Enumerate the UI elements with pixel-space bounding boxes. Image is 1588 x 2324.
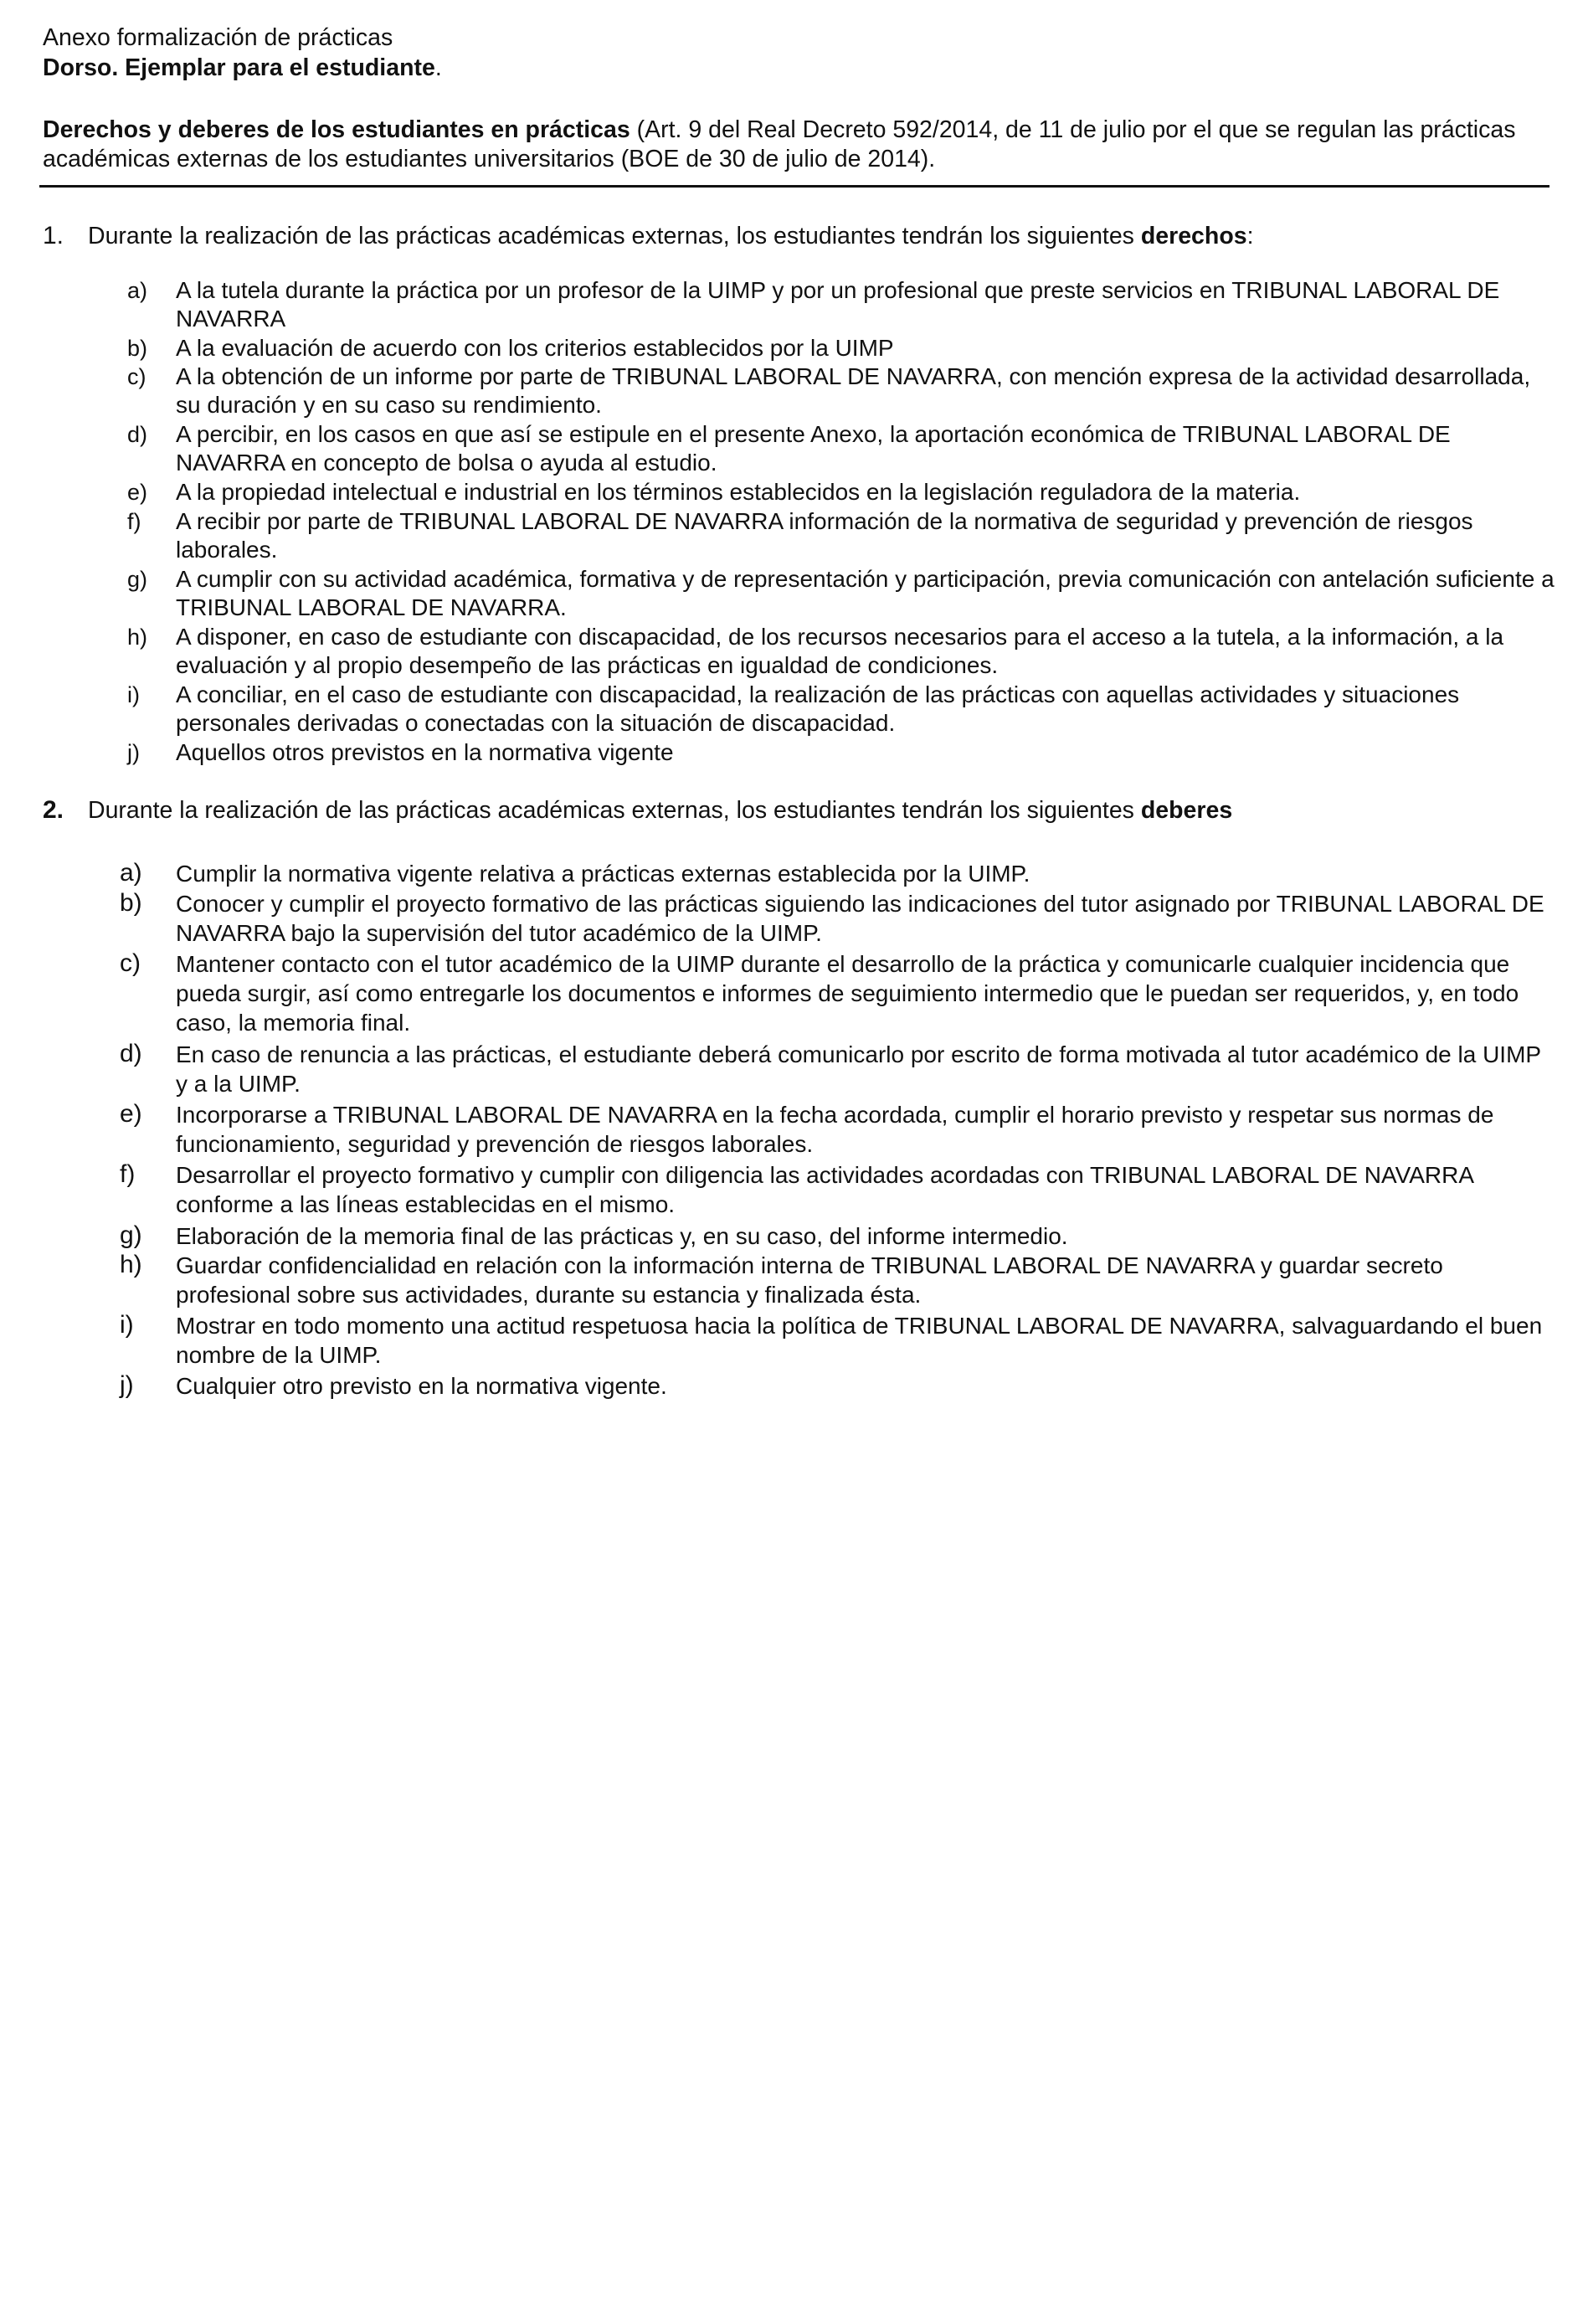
item-letter: d) (127, 422, 148, 447)
item-text: Cumplir la normativa vigente relativa a prácticas externas establecida por la UIMP. (176, 861, 1030, 887)
section-1-heading (43, 222, 1254, 250)
section-2-keyword: deberes (1140, 797, 1233, 824)
intro-paragraph (43, 116, 1516, 174)
item-letter: f) (127, 509, 141, 534)
item-text: Guardar confidencialidad en relación con la información interna de TRIBUNAL LABORAL DE NAVARRA y guardar secreto profesional sobre sus actividades, durante su estancia y finalizada ésta. (176, 1252, 1443, 1308)
copy-label-tail: . (434, 54, 442, 81)
item-text: A la evaluación de acuerdo con los criterios establecidos por la UIMP (176, 335, 894, 361)
item-letter: b) (127, 336, 148, 361)
intro-heading: Derechos y deberes de los estudiantes en prácticas (43, 116, 630, 143)
section-1-number: 1. (43, 222, 64, 249)
item-letter: a) (127, 278, 148, 303)
item-text: Elaboración de la memoria final de las prácticas y, en su caso, del informe intermedio. (176, 1223, 1068, 1249)
item-text: A conciliar, en el caso de estudiante con discapacidad, la realización de las prácticas con aquellas actividades y situaciones personales derivadas o conectadas con la situación de discapacidad. (176, 681, 1460, 736)
item-letter: e) (120, 1100, 142, 1128)
section-2-text: Durante la realización de las prácticas académicas externas, los estudiantes tendrán los siguientes (88, 797, 1141, 824)
item-letter: i) (127, 682, 140, 707)
section-1-keyword: derechos (1140, 223, 1247, 249)
item-letter: g) (127, 567, 148, 592)
item-letter: e) (127, 480, 148, 505)
item-letter: j) (120, 1371, 134, 1399)
item-letter: h) (120, 1251, 142, 1278)
item-text: A la propiedad intelectual e industrial en los términos establecidos en la legislación reguladora de la materia. (176, 479, 1301, 505)
item-text: A disponer, en caso de estudiante con discapacidad, de los recursos necesarios para el acceso a la tutela, a la información, a la evaluación y al propio desempeño de las prácticas en igualdad de condiciones. (176, 624, 1504, 678)
item-letter: j) (127, 740, 140, 765)
item-text: Mantener contacto con el tutor académico de la UIMP durante el desarrollo de la práctica y comunicarle cualquier incidencia que pueda surgir, así como entregarle los documentos e informes de seguimiento intermedio que le puedan ser requeridos, y, en todo caso, la memoria final. (176, 951, 1519, 1036)
item-text: A la obtención de un informe por parte de TRIBUNAL LABORAL DE NAVARRA, con mención expresa de la actividad desarrollada, su duración y en su caso su rendimiento. (176, 363, 1531, 418)
item-letter: g) (120, 1221, 142, 1249)
horizontal-divider (39, 185, 1549, 188)
item-text: A recibir por parte de TRIBUNAL LABORAL DE NAVARRA información de la normativa de seguridad y prevención de riesgos laborales. (176, 508, 1473, 563)
item-letter: c) (127, 364, 146, 389)
item-text: Aquellos otros previstos en la normativa vigente (176, 739, 674, 765)
item-text: Conocer y cumplir el proyecto formativo de las prácticas siguiendo las indicaciones del tutor asignado por TRIBUNAL LABORAL DE NAVARRA bajo la supervisión del tutor académico de la UIMP. (176, 891, 1544, 946)
intro-text: (Art. 9 del Real Decreto 592/2014, de 11 de julio por el que se regulan las prácticas académicas externas de los estudiantes universitarios (BOE de 30 de julio de 2014). (43, 116, 1516, 172)
item-letter: c) (120, 949, 141, 977)
item-text: Incorporarse a TRIBUNAL LABORAL DE NAVARRA en la fecha acordada, cumplir el horario previsto y respetar sus normas de funcionamiento, seguridad y prevención de riesgos laborales. (176, 1102, 1494, 1157)
item-text: Cualquier otro previsto en la normativa vigente. (176, 1373, 667, 1399)
item-letter: a) (120, 859, 142, 887)
section-1-text: Durante la realización de las prácticas académicas externas, los estudiantes tendrán los siguientes (88, 223, 1141, 249)
item-letter: h) (127, 625, 148, 650)
section-1-tail: : (1246, 223, 1254, 249)
item-letter: i) (120, 1311, 134, 1339)
item-letter: f) (120, 1160, 136, 1188)
item-letter: b) (120, 889, 142, 917)
copy-label-bold: Dorso. Ejemplar para el estudiante (43, 54, 435, 81)
copy-label (43, 54, 442, 82)
section-2-number: 2. (43, 796, 64, 824)
item-text: A percibir, en los casos en que así se estipule en el presente Anexo, la aportación económica de TRIBUNAL LABORAL DE NAVARRA en concepto de bolsa o ayuda al estudio. (176, 421, 1451, 476)
item-text: Desarrollar el proyecto formativo y cumplir con diligencia las actividades acordadas con TRIBUNAL LABORAL DE NAVARRA conforme a las líneas establecidas en el mismo. (176, 1162, 1473, 1217)
section-2-heading (43, 796, 1232, 825)
item-letter: d) (120, 1040, 142, 1067)
item-text: A cumplir con su actividad académica, formativa y de representación y participación, previa comunicación con antelación suficiente a TRIBUNAL LABORAL DE NAVARRA. (176, 566, 1555, 620)
item-text: En caso de renuncia a las prácticas, el estudiante deberá comunicarlo por escrito de forma motivada al tutor académico de la UIMP y a la UIMP. (176, 1041, 1541, 1097)
item-text: A la tutela durante la práctica por un profesor de la UIMP y por un profesional que preste servicios en TRIBUNAL LABORAL DE NAVARRA (176, 277, 1500, 332)
item-text: Mostrar en todo momento una actitud respetuosa hacia la política de TRIBUNAL LABORAL DE NAVARRA, salvaguardando el buen nombre de la UIMP. (176, 1313, 1543, 1368)
annex-title: Anexo formalización de prácticas (43, 24, 393, 51)
